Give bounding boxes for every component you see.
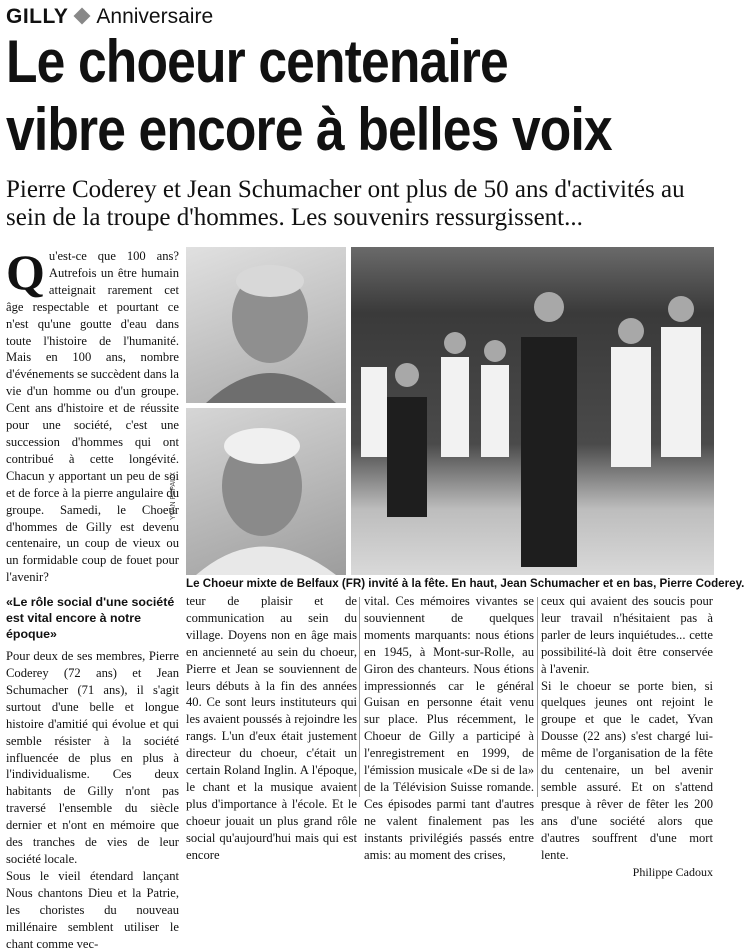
author-signature: Philippe Cadoux (632, 864, 713, 879)
portrait-icon (186, 408, 346, 575)
drop-cap: Q (6, 244, 45, 300)
portrait-icon (186, 247, 346, 403)
photo-credit: YVAN PAPAUX (170, 472, 177, 520)
article-column-3 (364, 593, 534, 862)
kicker-location: GILLY (6, 5, 69, 28)
column-4-paragraph-2: Si le choeur se porte bien, si quelques jeunes ont rejoint le groupe et que le cadet, Yvan Dousse (22 ans) s'est chargé lui-même de l'organisation de la fête du centenaire, un bel avenir semble assuré. Et on s'attend presque à rêver de fêter les 200 ans d'une société alors que d'autres souffrent d'une mort lente. (541, 678, 713, 862)
intro-paragraph (6, 244, 179, 586)
article-column-2 (186, 593, 357, 862)
choir-group-icon (351, 247, 714, 575)
photo-choir (351, 247, 714, 575)
intro-text: u'est-ce que 100 ans? Autrefois un être humain atteignait rarement cet âge respectable et pourtant ce n'est qu'une goutte d'eau dans toute l'histoire de l'humanité. Mais en 100 ans, nombre d'événements se succèdent dans la vie d'un homme ou d'un groupe. Cent ans d'histoire et de réussite pour une société, c'est une succession d'hommes qui ont contribué à cette longévité. Chacun y apportant un peu de soi et de force à la pierre angulaire du groupe. Samedi, le Choeur d'hommes de Gilly est devenu centenaire, un coup de vieux ou un formidable coup de fouet pour l'avenir? (6, 249, 179, 585)
photo-pierre-coderey (186, 408, 346, 575)
diamond-icon (74, 8, 91, 25)
column-2-text: teur de plaisir et de communication au sein du village. Doyens non en âge mais en ancienneté au sein du choeur, Pierre et Jean se souviennent de leurs débuts à la fin des années 40. Ce sont leurs instituteurs qui les avaient poussés à rejoindre les rangs. L'un d'eux était justement directeur du choeur, c'était un certain Roland Inglin. A l'époque, le chant et la musique avaient plus d'importance à l'école. Et le choeur jouait un plus grand rôle social qu'aujourd'hui mais qui est encore (186, 594, 357, 862)
headline-line-2: vibre encore à belles voix (6, 96, 612, 163)
body-paragraph: Pour deux de ses membres, Pierre Coderey (72 ans) et Jean Schumacher (71 ans), il s'agit surtout d'une belle et longue histoire d'amitié qui évolue et qui semble résister à la société influencée de plus en plus à l'individualisme. Ces deux habitants de Gilly n'ont pas traversé l'ensemble du siècle dernier et n'ont en mémoire que des tranches de vies de leur société locale. (6, 649, 179, 866)
body-paragraph-2: Sous le vieil étendard lançant Nous chantons Dieu et la Patrie, les choristes du nouveau millénaire semblent utiliser le chant comme vec- (6, 868, 179, 951)
photo-jean-schumacher (186, 247, 346, 403)
kicker-section: Anniversaire (96, 5, 214, 28)
column-divider (359, 597, 360, 797)
photo-caption: Le Choeur mixte de Belfaux (FR) invité à la fête. En haut, Jean Schumacher et en bas, Pierre Coderey. (186, 577, 744, 590)
section-kicker (6, 4, 213, 30)
column-divider (537, 597, 538, 797)
subheading: «Le rôle social d'une société est vital encore à notre époque» (6, 595, 175, 642)
column-4-paragraph-1: ceux qui avaient des soucis pour leur travail n'hésitaient pas à parler de leurs inquiétudes... cette possibilité-là doit être conservée à l'avenir. (541, 594, 713, 676)
article-column-4 (541, 593, 713, 879)
article-column-1 (6, 244, 179, 951)
column-3-text: vital. Ces mémoires vivantes se souviennent de quelques moments marquants: nous étions en 1945, à Mont-sur-Rolle, au Giron des chanteurs. Nous étions impressionnés car le général Guisan en personne était venu sur place. Plus récemment, le Choeur de Gilly a participé à l'enregistrement en 1999, de l'émission musicale «De si de la» de la Télévision Suisse romande. Ces épisodes parmi tant d'autres ne valent finalement pas les instants privilégiés passés entre amis: au moment des crises, (364, 594, 534, 862)
lead-paragraph: Pierre Coderey et Jean Schumacher ont plus de 50 ans d'activités au sein de la troupe d'hommes. Les souvenirs ressurgissent... (6, 176, 685, 231)
headline-line-1: Le choeur centenaire (6, 28, 508, 95)
